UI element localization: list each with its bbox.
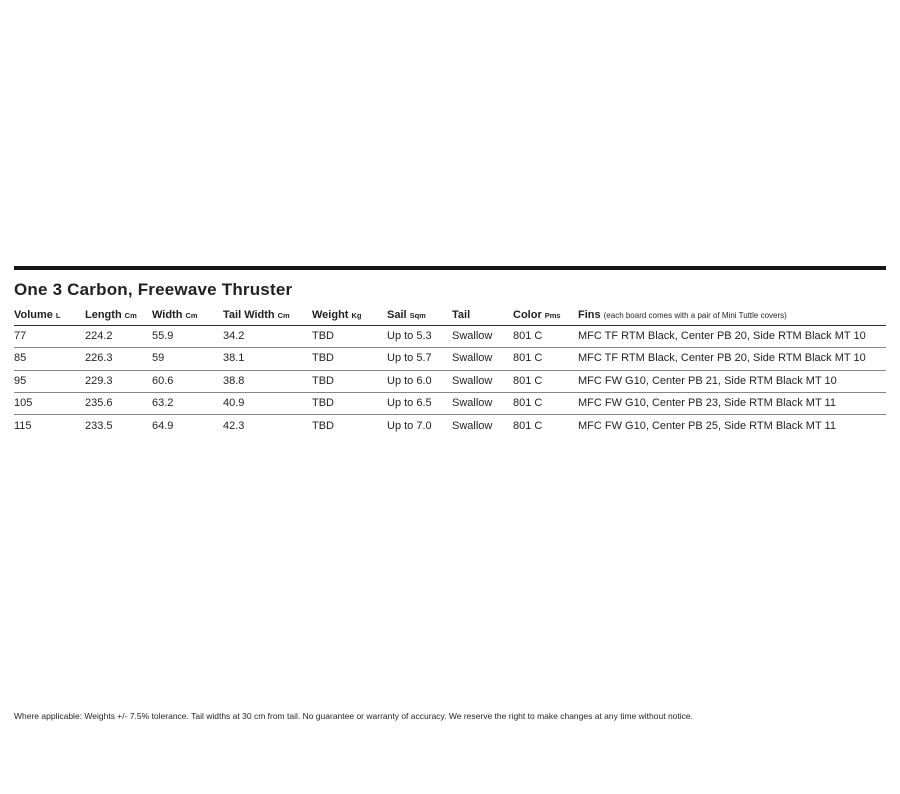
cell-sail: Up to 5.7 (387, 352, 432, 365)
column-header-unit: Pms (544, 311, 561, 320)
cell-width: 60.6 (152, 374, 174, 387)
disclaimer-text: Where applicable: Weights +/- 7.5% tolerance. Tail widths at 30 cm from tail. No guarantee or warranty of accuracy. We reserve the right to make changes at any time without notice. (14, 711, 693, 721)
cell-weight: TBD (312, 330, 334, 343)
cell-volume: 105 (14, 397, 33, 410)
cell-tail-width: 38.1 (223, 352, 245, 365)
cell-fins: MFC FW G10, Center PB 23, Side RTM Black MT 11 (578, 397, 836, 410)
column-header-color (513, 310, 578, 321)
column-header-label: Width (152, 309, 183, 321)
cell-sail: Up to 7.0 (387, 419, 432, 432)
cell-tail: Swallow (452, 397, 493, 410)
cell-fins: MFC FW G10, Center PB 25, Side RTM Black MT 11 (578, 419, 836, 432)
cell-volume: 85 (14, 352, 27, 365)
column-header-fins (578, 310, 886, 321)
column-header-label: Tail Width (223, 309, 275, 321)
cell-length: 233.5 (85, 419, 113, 432)
column-header-unit: Kg (351, 311, 362, 320)
column-header-label: Weight (312, 309, 349, 321)
column-header-label: Sail (387, 309, 407, 321)
column-header-label: Volume (14, 309, 53, 321)
cell-sail: Up to 5.3 (387, 330, 432, 343)
cell-weight: TBD (312, 397, 334, 410)
cell-width: 64.9 (152, 419, 174, 432)
cell-tail: Swallow (452, 374, 493, 387)
cell-length: 235.6 (85, 397, 113, 410)
table-header-row (14, 302, 886, 326)
cell-weight: TBD (312, 352, 334, 365)
top-rule (14, 266, 886, 270)
table-row (14, 348, 886, 370)
column-header-width (152, 310, 223, 321)
column-header-label: Fins (578, 309, 601, 321)
cell-length: 229.3 (85, 374, 113, 387)
column-header-unit: Cm (124, 311, 137, 320)
page-title: One 3 Carbon, Freewave Thruster (14, 280, 293, 299)
cell-color: 801 C (513, 397, 543, 410)
cell-tail-width: 42.3 (223, 419, 245, 432)
cell-color: 801 C (513, 352, 543, 365)
cell-color: 801 C (513, 330, 543, 343)
column-header-weight (312, 310, 387, 321)
cell-tail: Swallow (452, 419, 493, 432)
table-row (14, 393, 886, 415)
cell-weight: TBD (312, 374, 334, 387)
cell-tail-width: 34.2 (223, 330, 245, 343)
column-header-tail (452, 310, 513, 321)
column-header-label: Length (85, 309, 122, 321)
cell-weight: TBD (312, 419, 334, 432)
cell-sail: Up to 6.0 (387, 374, 432, 387)
table-row (14, 326, 886, 348)
column-header-unit: L (55, 311, 61, 320)
cell-tail-width: 38.8 (223, 374, 245, 387)
cell-fins: MFC TF RTM Black, Center PB 20, Side RTM Black MT 10 (578, 352, 866, 365)
column-header-length (85, 310, 152, 321)
cell-fins: MFC FW G10, Center PB 21, Side RTM Black MT 10 (578, 374, 837, 387)
column-header-sail (387, 310, 452, 321)
cell-color: 801 C (513, 374, 543, 387)
cell-volume: 115 (14, 419, 32, 432)
column-header-fins-note: (each board comes with a pair of Mini Tuttle covers) (603, 311, 787, 320)
cell-length: 224.2 (85, 330, 113, 343)
cell-color: 801 C (513, 419, 543, 432)
cell-tail: Swallow (452, 330, 493, 343)
column-header-tail-width (223, 310, 312, 321)
spec-table (14, 302, 886, 437)
cell-volume: 95 (14, 374, 27, 387)
cell-width: 55.9 (152, 330, 174, 343)
cell-tail: Swallow (452, 352, 493, 365)
cell-length: 226.3 (85, 352, 113, 365)
column-header-unit: Cm (185, 311, 198, 320)
column-header-label: Color (513, 309, 542, 321)
column-header-label: Tail (452, 309, 471, 321)
cell-width: 63.2 (152, 397, 174, 410)
cell-volume: 77 (14, 330, 27, 343)
cell-width: 59 (152, 352, 165, 365)
column-header-volume (14, 310, 85, 321)
table-row (14, 415, 886, 437)
cell-tail-width: 40.9 (223, 397, 245, 410)
column-header-unit: Sqm (409, 311, 426, 320)
table-row (14, 371, 886, 393)
column-header-unit: Cm (277, 311, 290, 320)
cell-sail: Up to 6.5 (387, 397, 432, 410)
cell-fins: MFC TF RTM Black, Center PB 20, Side RTM Black MT 10 (578, 330, 866, 343)
